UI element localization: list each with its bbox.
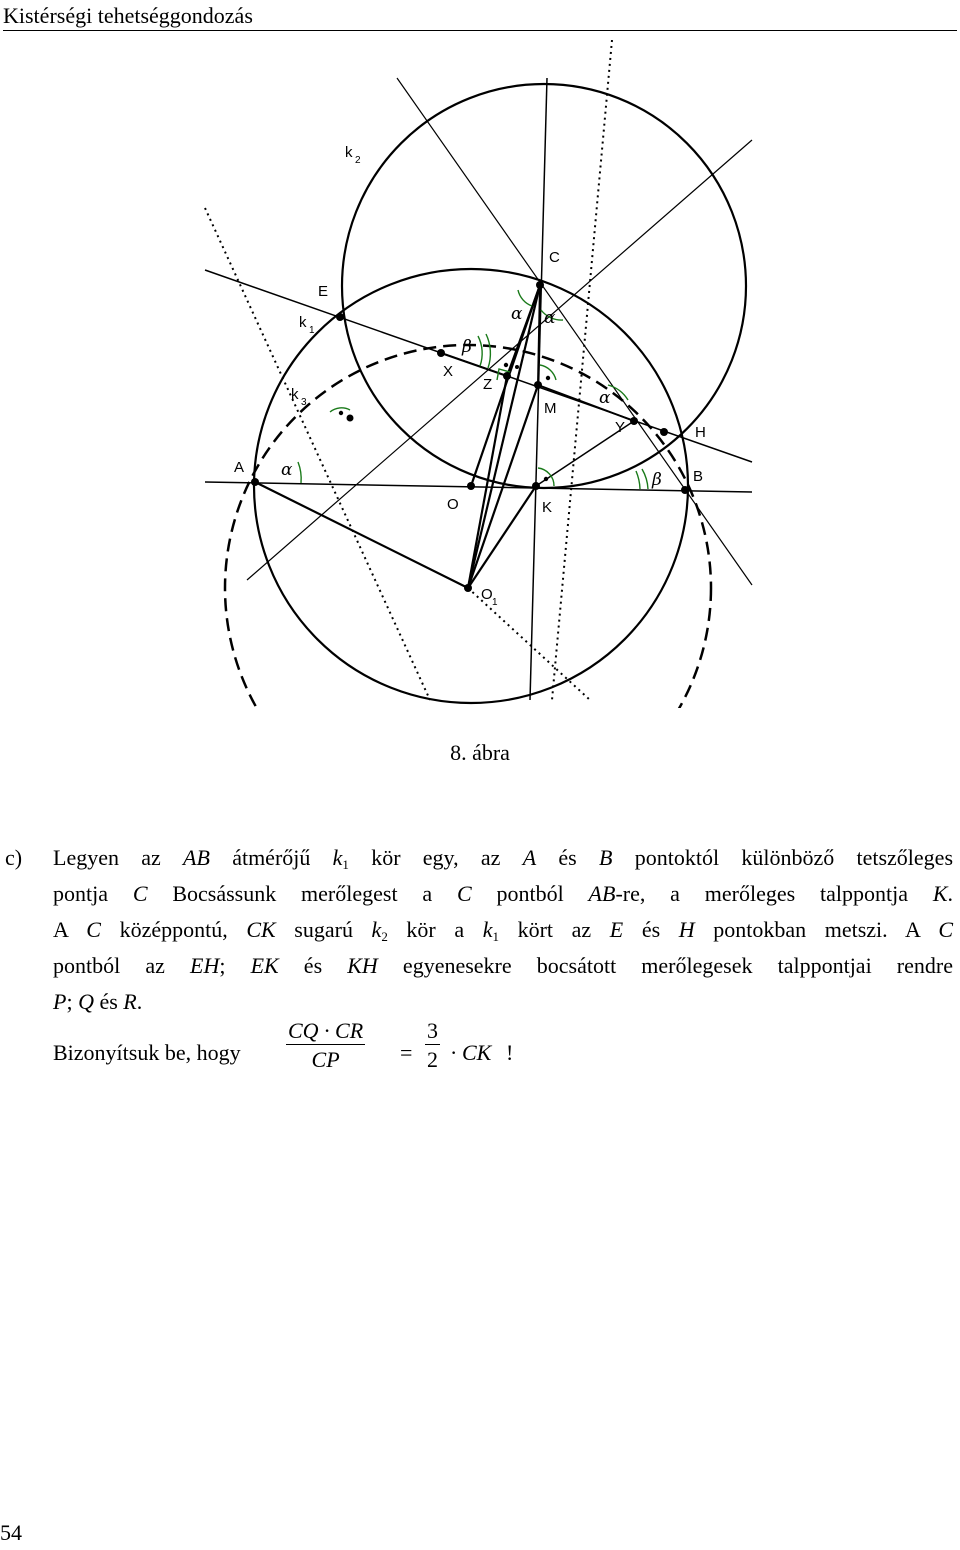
label-E: E (318, 283, 329, 300)
problem-line-3: A C középpontú, CK sugarú $k_2$ kör a $k_1$ kört az E és H pontokban metszi. A C (53, 917, 954, 944)
arc-alpha-A (298, 462, 301, 483)
multiplication-dot: · (450, 1040, 458, 1065)
label-H: H (695, 424, 706, 441)
points (251, 281, 689, 592)
dotted-line-lower (468, 588, 590, 700)
label-beta-X: β (462, 337, 472, 357)
point-Y (630, 417, 638, 425)
header-title: Kistérségi tehetséggondozás (3, 3, 253, 28)
formula-end: ! (506, 1040, 514, 1065)
arc-beta-B-2 (636, 471, 640, 489)
point-C (536, 281, 544, 289)
problem-line-1: Legyen az AB átmérőjű $k_1$ kör egy, az A és B pontoktól különböző tetszőleges (53, 845, 954, 872)
segment-A-O1 (255, 482, 468, 588)
label-O: O (447, 496, 459, 513)
label-O1-sub: 1 (492, 597, 498, 608)
dotted-line-right (552, 40, 612, 700)
point-A (251, 478, 259, 486)
label-alpha-C-left: α (511, 304, 523, 324)
page-number: 54 (0, 1520, 22, 1545)
fraction-coefficient (425, 1018, 440, 1073)
label-Y: Y (615, 419, 626, 436)
label-K: K (542, 499, 553, 516)
equals-sign: = (400, 1040, 413, 1065)
point-foot (347, 415, 354, 422)
label-M: M (544, 400, 557, 417)
line-AB (205, 482, 752, 492)
label-k2-sub: 2 (355, 155, 361, 166)
label-O1: O (481, 586, 493, 603)
formula-rhs: CK (462, 1040, 492, 1065)
angle-markers (298, 290, 648, 489)
label-B: B (693, 468, 704, 485)
fraction-coefficient-numerator: 3 (427, 1018, 438, 1043)
problem-label: c) (5, 845, 23, 870)
figure-caption: 8. ábra (450, 740, 510, 765)
arc-beta-X-2 (486, 334, 490, 368)
fraction-main-denominator: CP (311, 1047, 340, 1072)
point-X (437, 349, 445, 357)
label-X: X (443, 363, 454, 380)
problem-line-4: pontból az EH; EK és KH egyenesekre bocsátott merőlegesek talppontjai rendre (53, 953, 953, 978)
geometry-figure (0, 40, 960, 720)
segment-C-O1 (468, 285, 540, 588)
label-Z: Z (483, 376, 493, 393)
label-alpha-C-right: α (544, 308, 556, 328)
point-H (660, 428, 668, 436)
segment-Z-O1 (468, 376, 507, 588)
figure-8-diagram (0, 40, 960, 720)
circle-k2 (342, 84, 746, 488)
point-E (336, 313, 344, 321)
point-B (681, 486, 689, 494)
label-C: C (549, 249, 560, 266)
line-long-diagonal (247, 140, 752, 580)
problem-line-5: P; Q és R. (53, 989, 143, 1014)
point-O (467, 482, 475, 490)
arc-beta-X-1 (478, 336, 482, 366)
point-M (534, 381, 542, 389)
label-k3-sub: 3 (301, 397, 307, 408)
problem-line-2: pontja C Bocsássunk merőlegest a C pontból AB-re, a merőleges talppontja K. (53, 881, 953, 906)
label-k1: k (299, 314, 307, 331)
point-O1 (464, 584, 472, 592)
proof-formula (53, 1018, 753, 1098)
point-Z (503, 372, 511, 380)
label-alpha-Y: α (599, 388, 611, 408)
label-A: A (234, 459, 245, 476)
problem-body (53, 840, 953, 1020)
segment-C-Z (507, 285, 540, 376)
label-k3: k (291, 386, 299, 403)
fraction-main-numerator: CQ · CR (288, 1018, 364, 1043)
label-beta-B: β (652, 470, 662, 490)
label-alpha-A: α (281, 460, 293, 480)
arc-beta-B-1 (642, 469, 648, 489)
formula-lead: Bizonyítsuk be, hogy (53, 1040, 241, 1065)
fraction-main (286, 1018, 365, 1073)
label-k2: k (345, 144, 353, 161)
page-header (3, 2, 957, 31)
label-k1-sub: 1 (309, 325, 315, 336)
point-K (532, 482, 540, 490)
fraction-coefficient-denominator: 2 (427, 1047, 438, 1072)
